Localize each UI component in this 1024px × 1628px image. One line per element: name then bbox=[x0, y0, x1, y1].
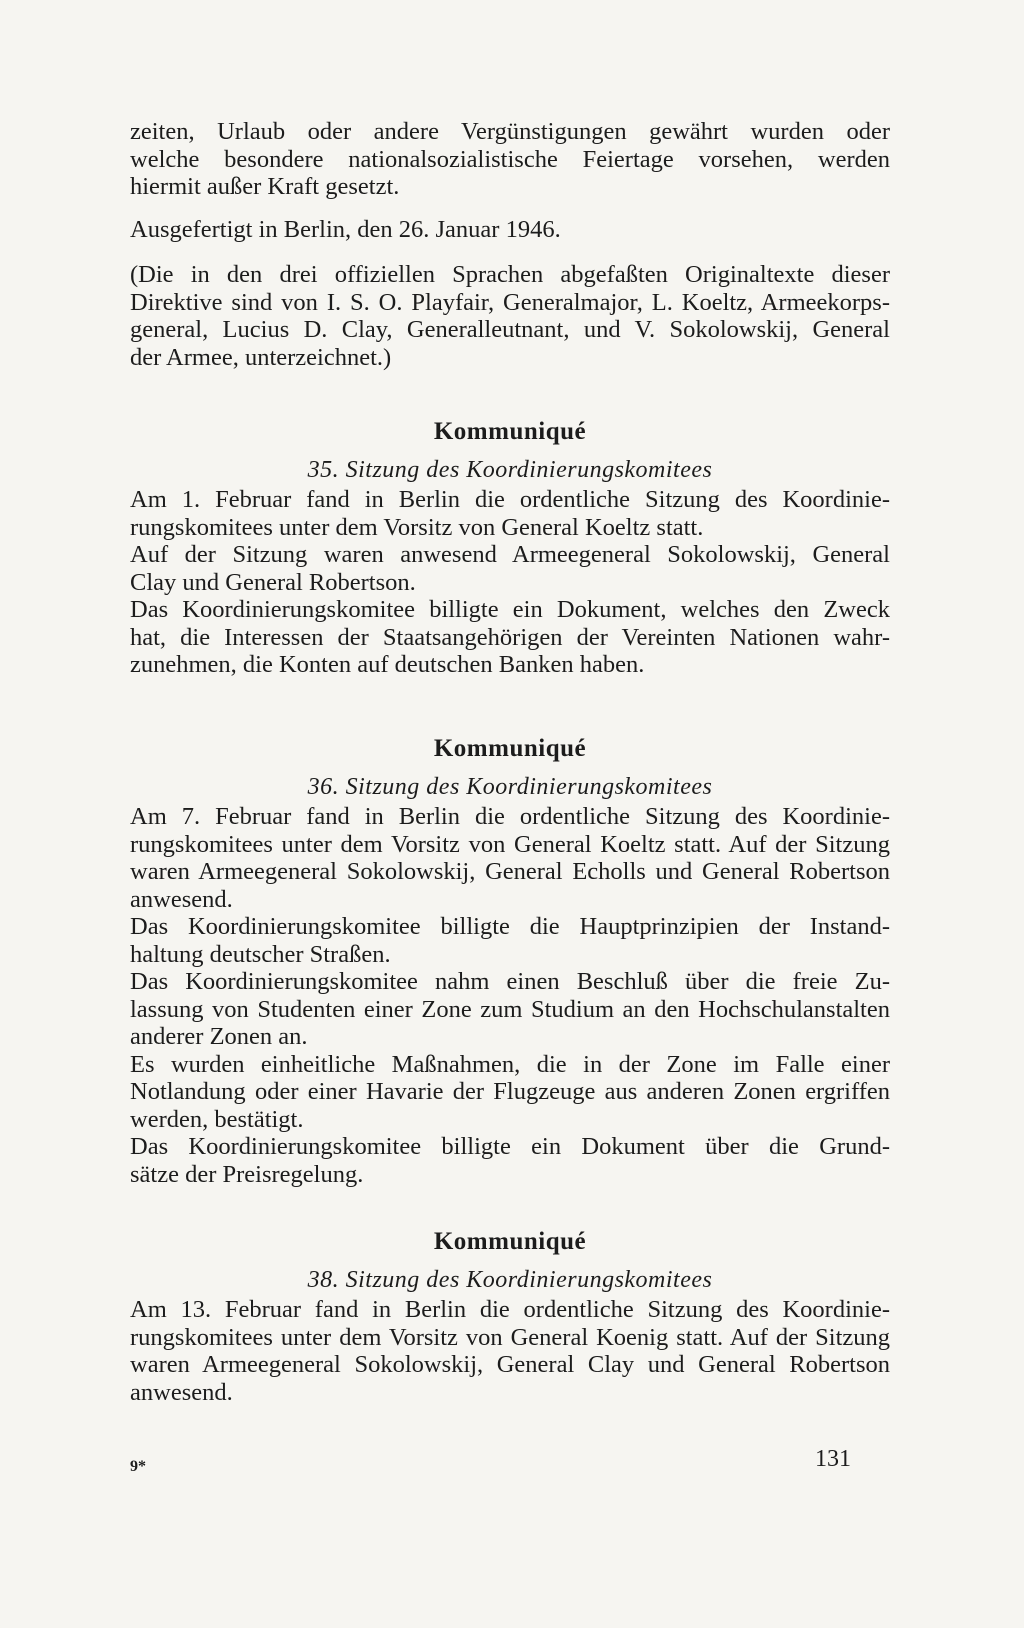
text-line: Clay und General Robertson. bbox=[130, 568, 416, 596]
text-line: Ausgefertigt in Berlin, den 26. Januar 1946. bbox=[130, 216, 561, 243]
text-line: Es wurden einheitliche Maßnahmen, die in der Zone im Falle einer bbox=[130, 1050, 890, 1078]
text-line: rungskomitees unter dem Vorsitz von General Koeltz statt. Auf der Sitzung bbox=[130, 830, 890, 858]
intro-block bbox=[130, 118, 890, 201]
text-line: anderer Zonen an. bbox=[130, 1023, 308, 1050]
date-line-block bbox=[130, 216, 890, 244]
text-line: (Die in den drei offiziellen Sprachen abgefaßten Originaltexte dieser bbox=[130, 261, 890, 288]
text-line: hiermit außer Kraft gesetzt. bbox=[130, 173, 400, 200]
section-36 bbox=[130, 735, 890, 1188]
page-number: 131 bbox=[815, 1446, 851, 1472]
paragraph bbox=[130, 913, 890, 968]
text-line: Das Koordinierungskomitee billigte die Hauptprinzipien der Instand- bbox=[130, 913, 890, 940]
paragraph bbox=[130, 803, 890, 913]
section-title: Kommuniqué bbox=[433, 735, 587, 762]
signatories-note bbox=[130, 261, 890, 371]
text-line: der Armee, unterzeichnet.) bbox=[130, 343, 392, 371]
paragraph bbox=[130, 486, 890, 541]
text-line: rungskomitees unter dem Vorsitz von General Koenig statt. Auf der Sitzung bbox=[130, 1323, 890, 1351]
section-title: Kommuniqué bbox=[433, 1228, 587, 1255]
section-subtitle: 36. Sitzung des Koordinierungskomitees bbox=[307, 774, 713, 800]
paragraph bbox=[130, 968, 890, 1051]
text-line: general, Lucius D. Clay, Generalleutnant, und V. Sokolowskij, General bbox=[130, 316, 890, 343]
text-line: hat, die Interessen der Staatsangehörigen der Vereinten Nationen wahr- bbox=[130, 623, 890, 651]
text-line: haltung deutscher Straßen. bbox=[130, 940, 391, 968]
paragraph bbox=[130, 596, 890, 679]
text-line: sätze der Preisregelung. bbox=[130, 1160, 364, 1188]
text-line: anwesend. bbox=[130, 1378, 233, 1406]
signature-mark: 9* bbox=[130, 1458, 146, 1475]
paragraph bbox=[130, 541, 890, 596]
paragraph bbox=[130, 1133, 890, 1188]
text-line: rungskomitees unter dem Vorsitz von General Koeltz statt. bbox=[130, 513, 704, 541]
text-line: Am 7. Februar fand in Berlin die ordentliche Sitzung des Koordinie- bbox=[130, 803, 890, 830]
text-line: zunehmen, die Konten auf deutschen Banken haben. bbox=[130, 651, 645, 678]
text-line: Am 13. Februar fand in Berlin die ordentliche Sitzung des Koordinie- bbox=[130, 1296, 890, 1323]
section-subtitle: 35. Sitzung des Koordinierungskomitees bbox=[307, 457, 713, 483]
text-line: zeiten, Urlaub oder andere Vergünstigungen gewährt wurden oder bbox=[130, 118, 890, 145]
text-line: Direktive sind von I. S. O. Playfair, Generalmajor, L. Koeltz, Armeekorps- bbox=[130, 288, 890, 316]
section-title: Kommuniqué bbox=[433, 418, 587, 445]
section-38 bbox=[130, 1228, 890, 1406]
intro-paragraph bbox=[130, 118, 890, 201]
text-line: Das Koordinierungskomitee billigte ein Dokument über die Grund- bbox=[130, 1133, 890, 1160]
text-line: anwesend. bbox=[130, 885, 233, 913]
note-paragraph bbox=[130, 261, 890, 371]
text-line: Das Koordinierungskomitee nahm einen Beschluß über die freie Zu- bbox=[130, 968, 890, 995]
text-line: lassung von Studenten einer Zone zum Studium an den Hochschulanstalten bbox=[130, 995, 890, 1023]
section-35 bbox=[130, 418, 890, 679]
paragraph bbox=[130, 1296, 890, 1406]
text-line: waren Armeegeneral Sokolowskij, General Clay und General Robertson bbox=[130, 1351, 890, 1378]
text-line: welche besondere nationalsozialistische Feiertage vorsehen, werden bbox=[130, 145, 890, 173]
text-line: Auf der Sitzung waren anwesend Armeegeneral Sokolowskij, General bbox=[130, 541, 890, 568]
text-line: Das Koordinierungskomitee billigte ein Dokument, welches den Zweck bbox=[130, 596, 890, 623]
text-line: Am 1. Februar fand in Berlin die ordentliche Sitzung des Koordinie- bbox=[130, 486, 890, 513]
section-subtitle: 38. Sitzung des Koordinierungskomitees bbox=[307, 1267, 713, 1293]
dated-line bbox=[130, 216, 890, 244]
text-line: werden, bestätigt. bbox=[130, 1105, 304, 1133]
paragraph bbox=[130, 1051, 890, 1134]
text-line: Notlandung oder einer Havarie der Flugzeuge aus anderen Zonen ergriffen bbox=[130, 1078, 890, 1105]
text-line: waren Armeegeneral Sokolowskij, General Echolls und General Robertson bbox=[130, 858, 890, 885]
